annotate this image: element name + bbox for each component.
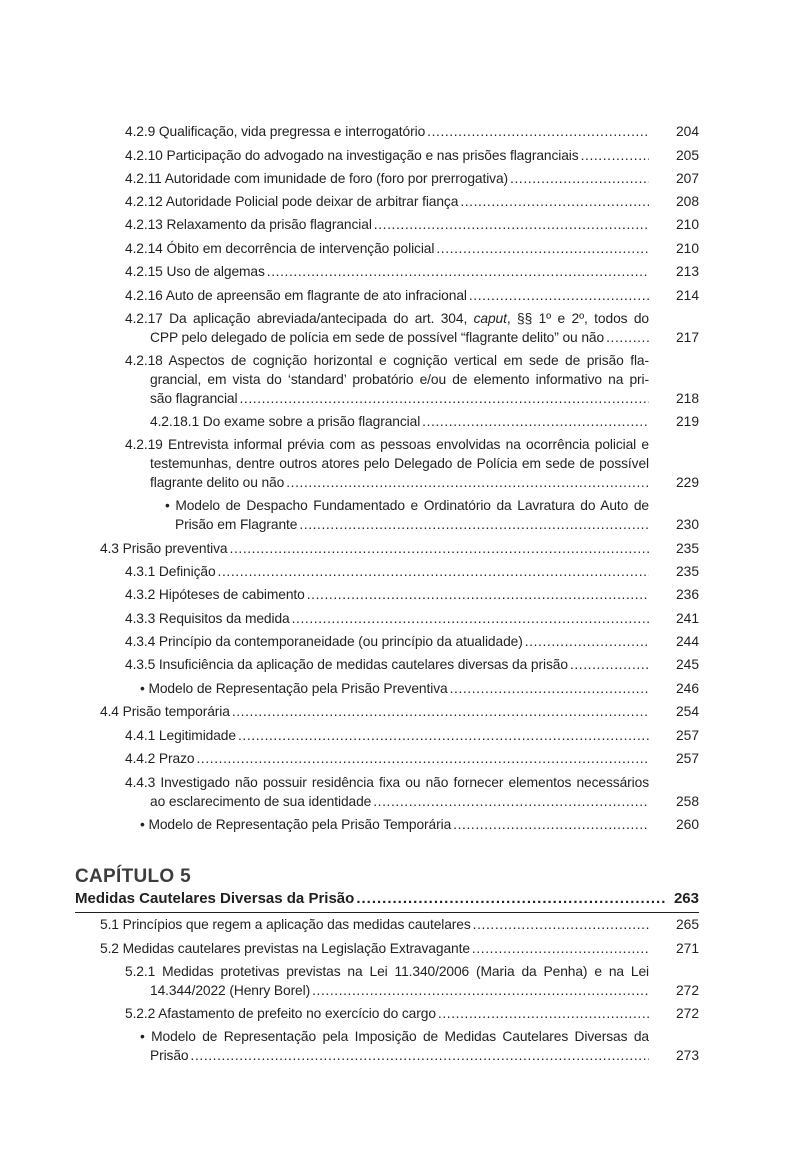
toc-entry-title: CPP pelo delegado de polícia em sede de possível “flagrante delito” ou não xyxy=(150,330,605,345)
toc-entry-modelo-temporaria xyxy=(140,815,649,834)
page-number: 235 xyxy=(675,564,699,579)
chapter-title: Medidas Cautelares Diversas da Prisão xyxy=(75,890,355,907)
toc-entry-4-2-16 xyxy=(125,286,649,305)
leader-dots xyxy=(525,632,649,651)
leader-dots xyxy=(312,981,649,1000)
page-number: 204 xyxy=(675,124,699,139)
leader-dots xyxy=(581,146,649,165)
chapter-label: CAPÍTULO 5 xyxy=(75,866,191,887)
toc-entry-title: 4.4 Prisão temporária xyxy=(100,704,230,719)
page-number: 208 xyxy=(675,194,699,209)
toc-entry-modelo-despacho xyxy=(165,496,649,534)
leader-dots xyxy=(373,792,649,811)
toc-entry-title: 4.3.4 Princípio da contemporaneidade (ou princípio da atualidade) xyxy=(125,634,523,649)
chapter-divider xyxy=(75,912,699,913)
toc-entry-4-2-18-1 xyxy=(150,412,649,431)
leader-dots xyxy=(469,286,649,305)
page-number: 213 xyxy=(675,264,699,279)
toc-entry-title: 5.2.2 Afastamento de prefeito no exercício do cargo xyxy=(125,1006,436,1021)
leader-dots xyxy=(510,169,649,188)
toc-entry-4-2-9 xyxy=(125,122,649,141)
page-number: 217 xyxy=(675,330,699,345)
leader-dots xyxy=(286,473,649,492)
toc-entry-title: Prisão xyxy=(150,1048,189,1063)
leader-dots xyxy=(292,609,649,628)
toc-entry-4-4-2 xyxy=(125,749,649,768)
toc-entry-4-2-10 xyxy=(125,146,649,165)
toc-entry-title-line: testemunhas, dentre outros atores pelo Delegado de Polícia em sede de possível xyxy=(150,456,649,471)
page-number: 236 xyxy=(675,587,699,602)
toc-entry-title: são flagrancial xyxy=(150,391,238,406)
toc-entry-title-line: 4.4.3 Investigado não possuir residência fixa ou não fornecer elementos necessários xyxy=(125,775,649,790)
toc-entry-4-2-15 xyxy=(125,262,649,281)
toc-entry-4-3-2 xyxy=(125,585,649,604)
leader-dots xyxy=(307,585,649,604)
page-number: 207 xyxy=(675,171,699,186)
toc-entry-title: 4.3.1 Definição xyxy=(125,564,216,579)
page-number: 210 xyxy=(675,217,699,232)
toc-entry-title: 4.2.15 Uso de algemas xyxy=(125,264,265,279)
toc-entry-4-2-17 xyxy=(125,309,649,347)
page-number: 245 xyxy=(675,657,699,672)
toc-entry-modelo-preventiva xyxy=(140,679,649,698)
leader-dots xyxy=(453,815,649,834)
toc-entry-title-line: • Modelo de Representação pela Imposição de Medidas Cautelares Diversas da xyxy=(140,1029,649,1044)
page-number: 271 xyxy=(675,941,699,956)
page-number: 246 xyxy=(675,681,699,696)
toc-entry-title: 4.4.2 Prazo xyxy=(125,751,195,766)
toc-entry-title: 4.2.10 Participação do advogado na investigação e nas prisões flagranciais xyxy=(125,148,579,163)
page-number: 272 xyxy=(675,1006,699,1021)
leader-dots xyxy=(191,1046,649,1065)
leader-dots xyxy=(472,939,649,958)
leader-dots xyxy=(422,412,649,431)
toc-entry-title: 5.1 Princípios que regem a aplicação das medidas cautelares xyxy=(100,917,471,932)
page-number: 218 xyxy=(675,391,699,406)
chapter-title-row xyxy=(75,890,699,912)
leader-dots xyxy=(473,915,649,934)
toc-entry-4-4-1 xyxy=(125,726,649,745)
toc-entry-4-3-5 xyxy=(125,655,649,674)
page-number: 258 xyxy=(675,794,699,809)
page-number: 244 xyxy=(675,634,699,649)
leader-dots xyxy=(267,262,649,281)
toc-entry-4-4 xyxy=(100,702,649,721)
toc-entry-title: 4.2.11 Autoridade com imunidade de foro (foro por prerrogativa) xyxy=(125,171,509,186)
leader-dots xyxy=(238,726,649,745)
page-number: 230 xyxy=(675,517,699,532)
page-number: 257 xyxy=(675,751,699,766)
toc-entry-4-2-11 xyxy=(125,169,649,188)
toc-entry-title-line: • Modelo de Despacho Fundamentado e Ordinatório da Lavratura do Auto de xyxy=(165,498,649,513)
toc-entry-title: 4.3.2 Hipóteses de cabimento xyxy=(125,587,305,602)
toc-entry-title: 5.2 Medidas cautelares previstas na Legislação Extravagante xyxy=(100,941,470,956)
toc-entry-title: 4.2.16 Auto de apreensão em flagrante de ato infracional xyxy=(125,288,467,303)
page-number: 265 xyxy=(675,917,699,932)
toc-entry-title-line: 5.2.1 Medidas protetivas previstas na Lei 11.340/2006 (Maria da Penha) e na Lei xyxy=(125,964,649,979)
page-number: 241 xyxy=(675,611,699,626)
leader-dots xyxy=(239,389,649,408)
toc-entry-title: 4.3 Prisão preventiva xyxy=(100,541,228,556)
toc-entry-5-2 xyxy=(100,939,649,958)
toc-entry-4-2-19 xyxy=(125,435,649,492)
leader-dots xyxy=(450,679,649,698)
toc-entry-title-line: 4.2.18 Aspectos de cognição horizontal e cognição vertical em sede de prisão fla- xyxy=(125,353,649,368)
toc-entry-title: • Modelo de Representação pela Prisão Temporária xyxy=(140,817,452,832)
page-number: 214 xyxy=(675,288,699,303)
leader-dots xyxy=(232,702,649,721)
leader-dots xyxy=(299,515,649,534)
leader-dots xyxy=(436,239,649,258)
leader-dots xyxy=(570,655,649,674)
page-number: 254 xyxy=(675,704,699,719)
page-number: 229 xyxy=(675,475,699,490)
leader-dots xyxy=(460,192,649,211)
toc-entry-title: Prisão em Flagrante xyxy=(175,517,298,532)
toc-entry-title: 4.2.14 Óbito em decorrência de intervenção policial xyxy=(125,241,435,256)
toc-entry-title: 4.2.9 Qualificação, vida pregressa e interrogatório xyxy=(125,124,426,139)
leader-dots xyxy=(374,215,649,234)
toc-entry-5-1 xyxy=(100,915,649,934)
leader-dots xyxy=(356,890,666,907)
toc-entry-4-3-4 xyxy=(125,632,649,651)
leader-dots xyxy=(218,562,649,581)
toc-entry-5-2-2 xyxy=(125,1004,649,1023)
toc-entry-title-line: 4.2.17 Da aplicação abreviada/antecipada do art. 304, caput, §§ 1º e 2º, todos do xyxy=(125,311,649,326)
page-number: 257 xyxy=(675,728,699,743)
leader-dots xyxy=(438,1004,649,1023)
toc-entry-5-2-1 xyxy=(125,962,649,1000)
toc-entry-title: 4.4.1 Legitimidade xyxy=(125,728,236,743)
page-number: 219 xyxy=(675,414,699,429)
leader-dots xyxy=(606,328,649,347)
page-number: 235 xyxy=(675,541,699,556)
toc-entry-modelo-cautelares xyxy=(140,1027,649,1065)
toc-entry-title: 4.2.12 Autoridade Policial pode deixar de arbitrar fiança xyxy=(125,194,459,209)
leader-dots xyxy=(427,122,649,141)
toc-entry-title-line: grancial, em vista do ‘standard’ probatório e/ou de elemento informativo na pri- xyxy=(150,372,649,387)
page-number: 210 xyxy=(675,241,699,256)
toc-entry-4-2-13 xyxy=(125,215,649,234)
leader-dots xyxy=(196,749,649,768)
toc-entry-4-2-12 xyxy=(125,192,649,211)
page-number: 272 xyxy=(675,983,699,998)
toc-entry-title: ao esclarecimento de sua identidade xyxy=(150,794,372,809)
toc-entry-title-line: 4.2.19 Entrevista informal prévia com as pessoas envolvidas na ocorrência policial e xyxy=(125,437,649,452)
toc-entry-title: 4.3.5 Insuficiência da aplicação de medidas cautelares diversas da prisão xyxy=(125,657,568,672)
toc-entry-title: 14.344/2022 (Henry Borel) xyxy=(150,983,311,998)
toc-entry-title: flagrante delito ou não xyxy=(150,475,285,490)
toc-entry-4-4-3 xyxy=(125,773,649,811)
chapter-page-number: 263 xyxy=(673,890,699,907)
toc-entry-title: 4.2.13 Relaxamento da prisão flagrancial xyxy=(125,217,372,232)
toc-entry-title: 4.3.3 Requisitos da medida xyxy=(125,611,290,626)
leader-dots xyxy=(230,539,649,558)
toc-entry-4-3-3 xyxy=(125,609,649,628)
toc-entry-title: • Modelo de Representação pela Prisão Preventiva xyxy=(140,681,448,696)
toc-entry-4-3 xyxy=(100,539,649,558)
page-number: 205 xyxy=(675,148,699,163)
toc-entry-title: 4.2.18.1 Do exame sobre a prisão flagrancial xyxy=(150,414,421,429)
toc-entry-4-3-1 xyxy=(125,562,649,581)
toc-entry-4-2-14 xyxy=(125,239,649,258)
page-number: 273 xyxy=(675,1048,699,1063)
toc-entry-4-2-18 xyxy=(125,351,649,408)
page-number: 260 xyxy=(675,817,699,832)
